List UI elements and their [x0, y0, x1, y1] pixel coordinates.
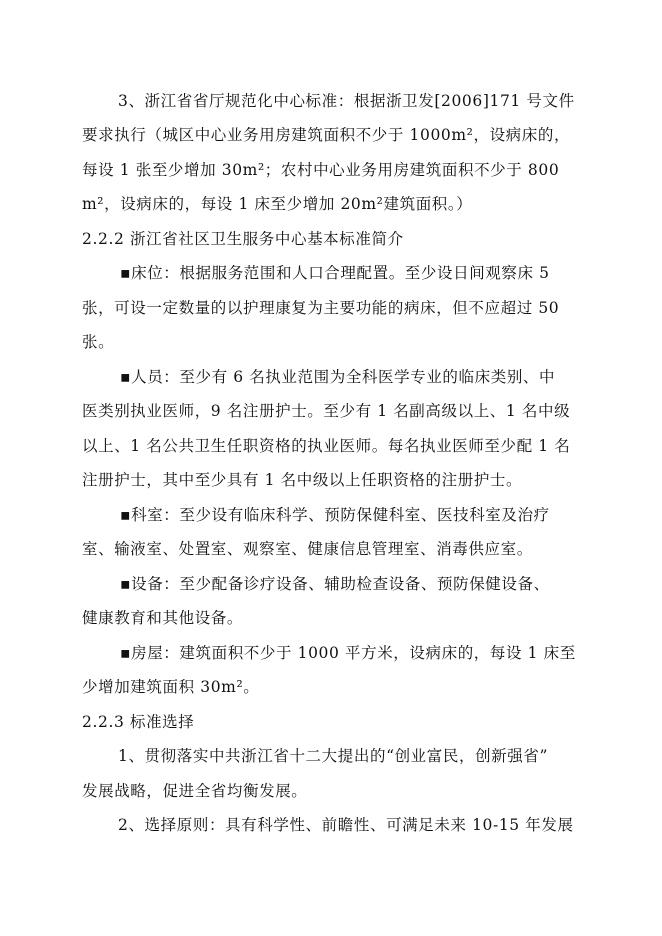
- bullet-buildings: ▪房屋：建筑面积不少于 1000 平方米，设病床的，每设 1 床至: [120, 644, 576, 662]
- text-line-21: 发展战略，促进全省均衡发展。: [82, 782, 308, 800]
- bullet-departments: ▪科室：至少设有临床科学、预防保健科室、医技科室及治疗: [120, 506, 550, 524]
- text-line-22: 2、选择原则：具有科学性、前瞻性、可满足未来 10-15 年发展: [118, 816, 574, 834]
- bullet-personnel: ▪人员：至少有 6 名执业范围为全科医学专业的临床类别、中: [120, 368, 556, 386]
- bullet-beds: ▪床位：根据服务范围和人口合理配置。至少设日间观察床 5: [120, 264, 550, 282]
- text-line-1: 3、浙江省省厅规范化中心标准：根据浙卫发[2006]171 号文件: [118, 92, 575, 110]
- text-line-18: 少增加建筑面积 30m²。: [82, 678, 260, 696]
- section-heading-2-2-3: 2.2.3 标准选择: [82, 713, 195, 731]
- bullet-equipment: ▪设备：至少配备诊疗设备、辅助检查设备、预防保健设备、: [120, 575, 550, 593]
- text-line-20: 1、贯彻落实中共浙江省十二大提出的“创业富民，创新强省”: [118, 747, 549, 765]
- section-heading-2-2-2: 2.2.2 浙江省社区卫生服务中心基本标准简介: [82, 230, 404, 248]
- text-line-12: 注册护士，其中至少具有 1 名中级以上任职资格的注册护士。: [82, 471, 523, 489]
- text-line-16: 健康教育和其他设备。: [82, 609, 244, 627]
- text-line-8: 张。: [82, 333, 115, 351]
- text-line-4: m²，设病床的，每设 1 床至少增加 20m²建筑面积。）: [82, 195, 473, 213]
- text-line-3: 每设 1 张至少增加 30m²；农村中心业务用房建筑面积不少于 800: [82, 161, 560, 179]
- text-line-11: 以上、1 名公共卫生任职资格的执业医师。每名执业医师至少配 1 名: [82, 437, 571, 455]
- text-line-7: 张，可设一定数量的以护理康复为主要功能的病床，但不应超过 50: [82, 299, 560, 317]
- text-line-10: 医类别执业医师，9 名注册护士。至少有 1 名副高级以上、1 名中级: [82, 402, 571, 420]
- text-line-14: 室、输液室、处置室、观察室、健康信息管理室、消毒供应室。: [82, 540, 533, 558]
- text-line-2: 要求执行（城区中心业务用房建筑面积不少于 1000m²，设病床的，: [82, 126, 571, 144]
